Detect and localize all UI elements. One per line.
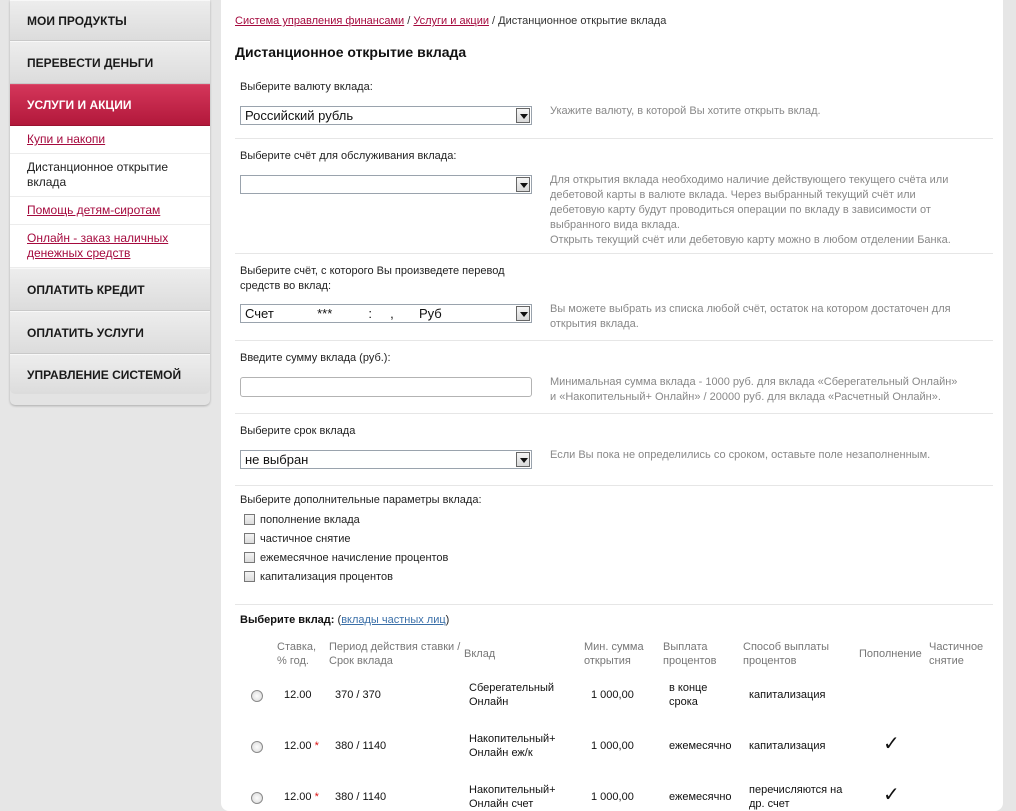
subnav-item-buy-and-save (10, 126, 210, 154)
deposit-rate-value: 12.00 (284, 689, 312, 701)
deposit-radio[interactable] (251, 690, 263, 702)
breadcrumb-root-link[interactable]: Система управления финансами (235, 15, 405, 27)
deposit-rate (284, 688, 312, 702)
subnav-item-orphans-help (10, 197, 210, 225)
deposit-name: Сберегательный Онлайн (469, 682, 555, 708)
chevron-down-icon (516, 177, 530, 192)
option-replenish (244, 510, 448, 529)
col-header-payout: Выплата процентов (663, 641, 717, 667)
option-monthly-interest (244, 548, 448, 567)
nav-services-promotions[interactable]: УСЛУГИ И АКЦИИ (10, 84, 210, 126)
breadcrumb-separator: / (488, 15, 499, 27)
deposit-min-amount: 1 000,00 (591, 689, 634, 701)
source-account-row (235, 254, 993, 341)
option-capitalization-label: капитализация процентов (260, 570, 393, 583)
source-account-hint: Вы можете выбрать из списка любой счёт, остаток на котором достаточен для открытия вклада. (550, 303, 951, 330)
term-select[interactable] (240, 450, 532, 469)
deposit-min-amount: 1 000,00 (591, 740, 634, 752)
currency-select-value: Российский рубль (245, 108, 354, 123)
extra-params-row (235, 486, 993, 605)
option-withdraw-checkbox[interactable] (244, 533, 255, 544)
option-withdraw-label: частичное снятие (260, 532, 351, 545)
deposit-select-title: Выберите вклад: (240, 614, 335, 626)
term-label: Выберите срок вклада (240, 425, 356, 437)
deposit-payout: ежемесячно (669, 791, 732, 803)
option-monthly-interest-label: ежемесячное начисление процентов (260, 551, 449, 564)
deposit-name: Накопительный+ Онлайн счет (469, 784, 556, 810)
deposit-replenish-check: ✓ (883, 784, 900, 806)
services-subnav (10, 126, 210, 268)
deposit-name: Накопительный+ Онлайн еж/к (469, 733, 556, 759)
deposit-min-amount: 1 000,00 (591, 791, 634, 803)
amount-label: Введите сумму вклада (руб.): (240, 352, 391, 364)
amount-row (235, 341, 993, 414)
breadcrumb-section-link[interactable]: Услуги и акции (413, 15, 489, 27)
service-account-hint-text-2: Открыть текущий счёт или дебетовую карту можно в любом отделении Банка. (550, 234, 951, 246)
col-header-period: Период действия ставки / Срок вклада (329, 641, 461, 667)
private-deposits-link[interactable]: вклады частных лиц (341, 614, 446, 626)
option-withdraw (244, 529, 448, 548)
deposit-rate-star: * (314, 791, 319, 803)
service-account-hint (550, 173, 965, 248)
option-monthly-interest-checkbox[interactable] (244, 552, 255, 563)
col-header-min: Мин. сумма открытия (584, 641, 644, 667)
service-account-select[interactable] (240, 175, 532, 194)
nav-my-products[interactable]: МОИ ПРОДУКТЫ (10, 0, 210, 41)
deposit-payout: в конце срока (669, 682, 708, 708)
subnav-item-cash-order (10, 225, 210, 268)
deposit-rate-value: 12.00 (284, 740, 312, 752)
nav-pay-credit[interactable]: ОПЛАТИТЬ КРЕДИТ (10, 268, 210, 311)
currency-row (235, 72, 993, 139)
option-replenish-checkbox[interactable] (244, 514, 255, 525)
breadcrumb-current: Дистанционное открытие вклада (498, 15, 667, 27)
term-select-value: не выбран (245, 452, 309, 467)
subnav-item-remote-deposit: Дистанционное открытие вклада (10, 154, 210, 197)
deposit-select-heading (240, 614, 449, 626)
source-account-select[interactable] (240, 304, 532, 323)
deposit-rate-value: 12.00 (284, 791, 312, 803)
nav-system-management[interactable]: УПРАВЛЕНИЕ СИСТЕМОЙ (10, 354, 210, 394)
deposit-radio[interactable] (251, 741, 263, 753)
amount-hint: Минимальная сумма вклада - 1000 руб. для вклада «Сберегательный Онлайн» и «Накопительный+ Онлайн» / 20000 руб. для вклада «Расчетный Онлайн». (550, 376, 958, 403)
breadcrumb (235, 15, 666, 27)
deposit-period: 370 / 370 (335, 689, 381, 701)
main-panel (221, 0, 1003, 811)
deposit-link-close: ) (445, 614, 450, 626)
term-row (235, 414, 993, 486)
col-header-replenish: Пополнение (859, 648, 922, 660)
col-header-name: Вклад (464, 648, 496, 660)
chevron-down-icon (516, 452, 530, 467)
extra-params-label: Выберите дополнительные параметры вклада: (240, 494, 482, 506)
deposit-radio[interactable] (251, 792, 263, 804)
source-account-select-value: Счет *** : , Руб (245, 306, 442, 321)
nav-transfer-money[interactable]: ПЕРЕВЕСТИ ДЕНЬГИ (10, 41, 210, 84)
source-account-label: Выберите счёт, с которого Вы произведете перевод средств во вклад: (240, 265, 505, 292)
deposit-method: перечисляются на др. счет (749, 784, 843, 810)
col-header-method: Способ выплаты процентов (743, 641, 830, 667)
col-header-rate: Ставка, % год. (277, 641, 317, 667)
term-hint: Если Вы пока не определились со сроком, оставьте поле незаполненным. (550, 449, 931, 461)
chevron-down-icon (516, 306, 530, 321)
option-capitalization-checkbox[interactable] (244, 571, 255, 582)
deposit-link-open: ( (337, 614, 342, 626)
deposit-method: капитализация (749, 740, 826, 752)
deposit-method: капитализация (749, 689, 826, 701)
service-account-label: Выберите счёт для обслуживания вклада: (240, 150, 457, 162)
currency-select[interactable] (240, 106, 532, 125)
page-title: Дистанционное открытие вклада (235, 44, 467, 60)
subnav-link-buy-and-save[interactable]: Купи и накопи (27, 132, 106, 146)
deposit-period: 380 / 1140 (335, 740, 387, 752)
nav-pay-services[interactable]: ОПЛАТИТЬ УСЛУГИ (10, 311, 210, 354)
subnav-link-cash-order[interactable]: Онлайн - заказ наличных денежных средств (27, 231, 169, 260)
service-account-row (235, 139, 993, 254)
sidebar (10, 0, 210, 405)
deposit-payout: ежемесячно (669, 740, 732, 752)
currency-label: Выберите валюту вклада: (240, 81, 373, 93)
deposit-period: 380 / 1140 (335, 791, 387, 803)
amount-input[interactable] (240, 377, 532, 397)
option-replenish-label: пополнение вклада (260, 513, 360, 526)
service-account-hint-text: Для открытия вклада необходимо наличие действующего текущего счёта или дебетовой карты в валюте вклада. Через выбранный текущий счёт или дебетовую карту будут проводиться операции по вкладу в зависимости от выбранного вида вклада. (550, 174, 949, 231)
subnav-link-orphans-help[interactable]: Помощь детям-сиротам (27, 203, 161, 217)
deposit-rate (284, 790, 319, 804)
deposit-rate-star: * (314, 740, 319, 752)
extra-params-checkboxes (244, 510, 448, 586)
currency-hint: Укажите валюту, в которой Вы хотите открыть вклад. (550, 105, 821, 117)
col-header-withdraw: Частичное снятие (929, 641, 984, 667)
deposit-replenish-check: ✓ (883, 733, 900, 755)
option-capitalization (244, 567, 448, 586)
breadcrumb-separator: / (404, 15, 414, 27)
chevron-down-icon (516, 108, 530, 123)
deposit-rate (284, 739, 319, 753)
